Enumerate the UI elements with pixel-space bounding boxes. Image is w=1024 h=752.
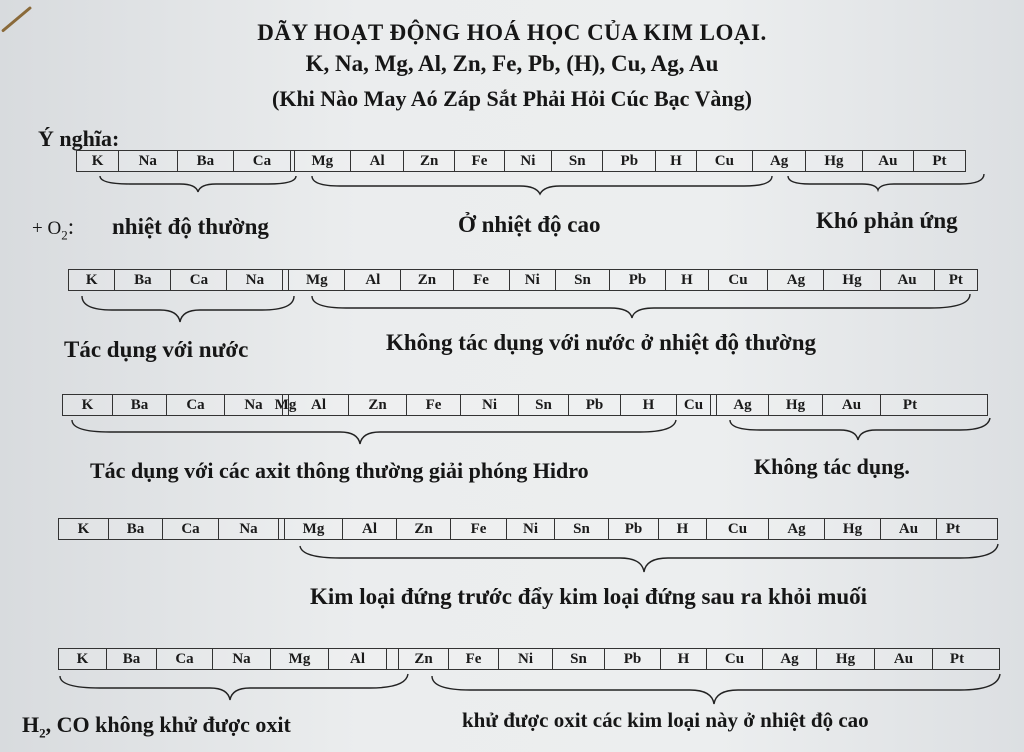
element-cell: Ca (163, 519, 219, 539)
displace-label: Kim loại đứng trước đẩy kim loại đứng sau ra khỏi muối (310, 584, 868, 609)
brace-row1-right (788, 174, 984, 190)
element-cell: Mg (295, 151, 352, 171)
element-cell: K (77, 151, 119, 171)
element-cell: Mg (285, 519, 343, 539)
main-title: DÃY HOẠT ĐỘNG HOÁ HỌC CỦA KIM LOẠI. (257, 20, 767, 45)
element-cell: Hg (824, 270, 880, 290)
hard-react-label: Khó phản ứng (816, 208, 958, 233)
element-cell: Ag (763, 649, 817, 669)
element-cell: Pb (609, 519, 659, 539)
element-cell: Al (329, 649, 387, 669)
element-cell: Hg (769, 395, 823, 415)
element-cell: Ca (234, 151, 291, 171)
element-cell: Cu (707, 649, 763, 669)
element-cell: Ba (109, 519, 163, 539)
element-cell: Cu (697, 151, 754, 171)
element-cell: H (661, 649, 707, 669)
brace-row2-left (82, 296, 294, 322)
element-cell: Au (863, 151, 914, 171)
element-cell: H (659, 519, 707, 539)
oxygen-colon: : (67, 214, 75, 239)
element-cell: Ba (107, 649, 157, 669)
element-cell: Pt (949, 650, 965, 667)
element-cell: K (59, 649, 107, 669)
element-cell: K (59, 519, 109, 539)
element-cell: Fe (455, 151, 504, 171)
element-cell: Au (823, 395, 881, 415)
element-cell: Ca (167, 395, 225, 415)
element-cell: Na (227, 270, 283, 290)
h2-subscript: 2 (39, 725, 46, 741)
element-cell: Mg (289, 270, 345, 290)
element-cell: H (621, 395, 677, 415)
element-cell: Pt (948, 271, 963, 288)
element-cell: Zn (399, 649, 449, 669)
element-cell: Al (345, 270, 401, 290)
element-cell: Na (219, 519, 279, 539)
element-cell: Ca (157, 649, 213, 669)
element-cell: Sn (552, 151, 603, 171)
element-cell: Ag (717, 395, 769, 415)
element-cell: Al (289, 395, 349, 415)
element-cell: Ag (753, 151, 806, 171)
element-cell: Ni (505, 151, 553, 171)
element-cell: Al (351, 151, 404, 171)
normal-temp-label: nhiệt độ thường (112, 214, 269, 239)
no-react-label: Không tác dụng. (754, 454, 910, 479)
element-cell: Na (213, 649, 271, 669)
element-cell: Zn (404, 151, 455, 171)
element-cell: Ag (769, 519, 825, 539)
element-cell: K (69, 270, 115, 290)
element-cell: K (63, 395, 113, 415)
brace-row2-right (312, 294, 970, 318)
element-cell: Hg (817, 649, 875, 669)
element-cell: Zn (349, 395, 407, 415)
element-cell: Pb (610, 270, 666, 290)
brace-row3-right (730, 418, 990, 440)
element-cell: Fe (407, 395, 461, 415)
element-cell: Fe (449, 649, 499, 669)
element-cell: Sn (555, 519, 609, 539)
no-water-react-label: Không tác dụng với nước ở nhiệt độ thường (386, 330, 817, 355)
element-cell: Sn (553, 649, 605, 669)
element-cell: H (666, 270, 709, 290)
element-cell: H (656, 151, 696, 171)
element-cell: Ba (115, 270, 171, 290)
element-cell: Fe (454, 270, 510, 290)
element-cell: Cu (707, 519, 769, 539)
element-cell: Ba (178, 151, 235, 171)
element-cell: Na (119, 151, 177, 171)
element-cell: Pt (932, 152, 947, 169)
brace-row1-mid (312, 176, 772, 194)
element-cell: Cu (677, 395, 711, 415)
element-cell: Au (881, 270, 935, 290)
water-react-label: Tác dụng với nước (64, 337, 249, 362)
element-cell: Al (343, 519, 397, 539)
element-cell: Ba (113, 395, 167, 415)
element-cell: Hg (825, 519, 881, 539)
element-cell: Ag (768, 270, 824, 290)
element-cell: Sn (556, 270, 610, 290)
high-temp-label: Ở nhiệt độ cao (458, 212, 601, 237)
element-cell: Pt (945, 520, 961, 537)
acid-react-label: Tác dụng với các axit thông thường giải phóng Hidro (90, 458, 589, 483)
element-cell: Pb (603, 151, 656, 171)
element-cell: Ni (499, 649, 553, 669)
element-cell: Hg (806, 151, 863, 171)
meaning-label: Ý nghĩa: (38, 126, 120, 151)
element-cell: Fe (451, 519, 507, 539)
element-cell: Au (875, 649, 933, 669)
element-cell: Ca (171, 270, 227, 290)
element-cell: Ni (507, 519, 555, 539)
element-cell: Sn (519, 395, 569, 415)
element-cell: Cu (709, 270, 769, 290)
element-cell: Zn (401, 270, 453, 290)
h2-rest: , CO không khử được oxit (45, 712, 291, 737)
element-cell: Pb (605, 649, 661, 669)
brace-row5-left (60, 674, 408, 700)
element-cell: Ni (510, 270, 556, 290)
brace-row5-right (432, 674, 1000, 704)
element-cell: Pt (902, 396, 918, 413)
element-cell: Na (225, 395, 283, 415)
brace-row1-left (100, 176, 296, 192)
mnemonic-line: (Khi Nào May Aó Záp Sắt Phải Hỏi Cúc Bạc Vàng) (272, 86, 752, 111)
brace-row4 (300, 544, 998, 572)
h2-prefix: H (22, 712, 40, 737)
reduce-label: khử được oxit các kim loại này ở nhiệt độ cao (462, 708, 869, 732)
element-cell: Au (881, 519, 937, 539)
oxygen-prefix: + O (32, 218, 62, 239)
brace-row3-left (72, 420, 676, 444)
element-cell: Ni (461, 395, 519, 415)
oxygen-subscript: 2 (61, 227, 68, 243)
element-cell: Mg (271, 649, 329, 669)
metal-series-line: K, Na, Mg, Al, Zn, Fe, Pb, (H), Cu, Ag, Au (305, 51, 719, 76)
element-cell: Mg (283, 395, 289, 415)
element-cell: Pb (569, 395, 621, 415)
element-cell: Zn (397, 519, 451, 539)
